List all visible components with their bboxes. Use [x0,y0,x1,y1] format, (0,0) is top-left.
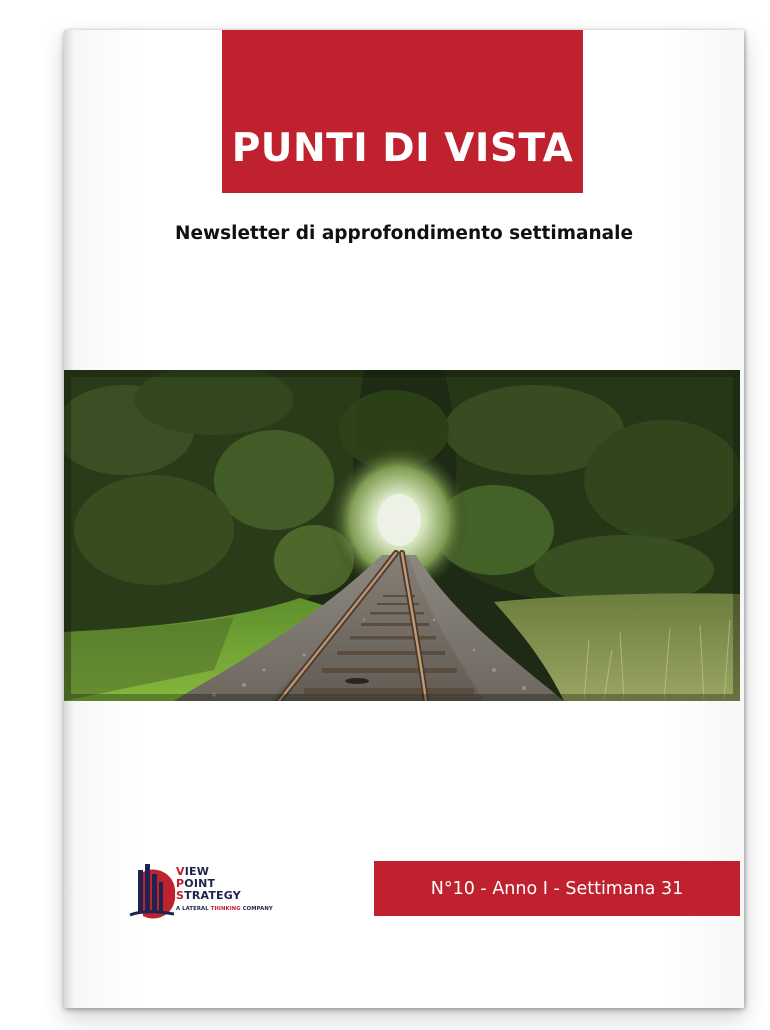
issue-label: N°10 - Anno I - Settimana 31 [430,878,684,899]
title-banner [222,30,583,193]
logo-tagline [176,906,273,912]
magazine-cover [64,30,744,1008]
logo-emblem-icon [128,862,178,922]
tagline-post: COMPANY [240,906,273,912]
logo-initial-p: P [176,877,185,890]
logo-wordmark [176,866,273,912]
logo-initial-v: V [176,865,185,878]
company-logo [128,862,288,922]
logo-line-strategy [176,890,273,902]
logo-word-rest: TRATEGY [184,889,241,902]
issue-banner [374,861,740,916]
tagline-pre: A LATERAL [176,906,211,912]
tagline-accent: THINKING [210,906,241,912]
cover-title: PUNTI DI VISTA [231,126,574,171]
logo-initial-s: S [176,889,185,902]
cover-subtitle: Newsletter di approfondimento settimanale [174,223,634,244]
cover-photo [64,370,740,701]
railway-forest-image [64,370,740,701]
logo-word-rest: IEW [184,865,210,878]
logo-word-rest: OINT [184,877,216,890]
